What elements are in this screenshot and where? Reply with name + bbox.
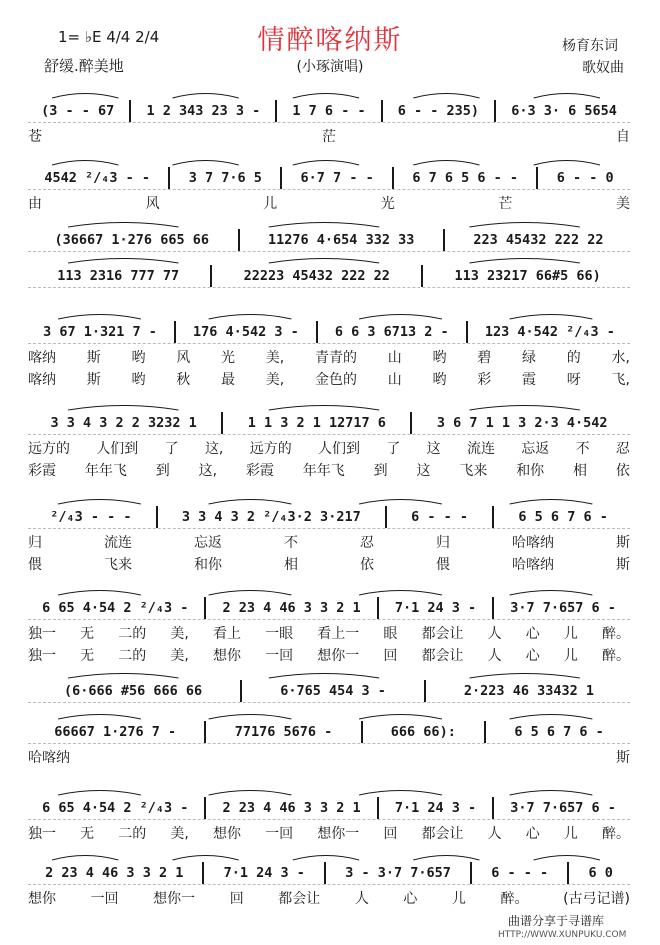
lyric-word: 相 xyxy=(573,463,588,479)
lyric-line xyxy=(28,126,630,144)
lyric-word: 到 xyxy=(155,463,170,479)
lyric-word: 茫 xyxy=(322,129,336,145)
barline xyxy=(361,721,363,743)
measure-notes: 77176 5676 - xyxy=(234,724,333,740)
lyric-word: 年年飞 xyxy=(84,463,127,479)
slur-arc xyxy=(172,856,238,861)
lyric-word: 了 xyxy=(386,441,401,457)
measure-notes: 6 - - 235) xyxy=(397,103,480,119)
measure-notes: 6 65 4·54 2 ²/₄3 - xyxy=(42,800,189,816)
slur-arc xyxy=(413,161,479,166)
measure-notes: 3 67 1·321 7 - xyxy=(43,324,157,340)
lyric-word: 这 xyxy=(426,441,441,457)
slur-arc xyxy=(209,791,292,796)
barline xyxy=(129,100,131,122)
footer-site-text: 曲谱分享于寻谱库 xyxy=(508,914,605,928)
lyric-word: 都会让 xyxy=(421,648,464,664)
lyric-word: 美, xyxy=(265,350,285,366)
slur-arc xyxy=(510,315,593,320)
slur-arc xyxy=(52,161,118,166)
measure-notes: 66667 1·276 7 - xyxy=(54,724,177,740)
lyric-word: 都会让 xyxy=(278,891,321,907)
lyric-word: 独一 xyxy=(28,648,56,664)
slur-arc xyxy=(469,406,579,411)
lyric-word: 哈喀纳 xyxy=(512,557,554,573)
slur-arc xyxy=(510,791,593,796)
slur-arc xyxy=(359,791,442,796)
lyric-word: 哟 xyxy=(432,350,447,366)
barline xyxy=(424,680,426,702)
measure-notes: 6·765 454 3 - xyxy=(280,683,386,699)
slur-arc xyxy=(68,223,178,228)
lyric-word: 人 xyxy=(487,626,502,642)
staff-line xyxy=(28,862,630,885)
lyric-word: 青青的 xyxy=(314,350,357,366)
lyric-word: 喀纳 xyxy=(28,350,56,366)
lyric-word: 归 xyxy=(28,535,42,551)
lyric-word: 回 xyxy=(383,648,398,664)
lyric-word: 金色的 xyxy=(314,372,357,388)
measure-notes: 6 - - - xyxy=(411,509,469,525)
measure-notes: 666 66): xyxy=(390,724,456,740)
key-signature: 1= ♭E 4/4 2/4 xyxy=(58,28,160,46)
slur-arc xyxy=(269,223,379,228)
lyric-word: 想你 xyxy=(28,891,56,907)
slur-arc xyxy=(58,315,141,320)
barline xyxy=(221,412,223,434)
lyric-word: 秋 xyxy=(176,372,191,388)
staff-line xyxy=(28,100,630,123)
lyric-word: 看上 xyxy=(212,626,241,642)
staff-line xyxy=(28,721,630,744)
lyric-word: 自 xyxy=(616,129,630,145)
lyric-word: 到 xyxy=(373,463,388,479)
slur-arc xyxy=(469,223,579,228)
slur-arc xyxy=(534,161,600,166)
lyric-line xyxy=(28,347,630,365)
lyric-word: 霞 xyxy=(521,372,536,388)
lyric-word: 儿 xyxy=(563,648,578,664)
measure-notes: 7·1 24 3 - xyxy=(394,600,477,616)
lyric-word: 美, xyxy=(170,826,189,842)
barline xyxy=(410,412,412,434)
slur-arc xyxy=(534,94,600,99)
lyric-word: 彩霞 xyxy=(245,463,274,479)
measure-notes: 223 45432 222 22 xyxy=(473,232,604,248)
lyric-word: 光 xyxy=(380,196,395,212)
lyric-word: 忍 xyxy=(615,441,630,457)
slur-arc xyxy=(58,500,141,505)
slur-arc xyxy=(68,406,178,411)
lyric-word: 飞来 xyxy=(459,463,488,479)
barline xyxy=(156,506,158,528)
slur-arc xyxy=(359,500,442,505)
lyric-word: 苍 xyxy=(28,129,42,145)
lyric-word: 光 xyxy=(221,350,235,366)
lyric-line xyxy=(28,554,630,572)
measure-notes: 123 4·542 ²/₄3 - xyxy=(484,324,615,340)
barline xyxy=(492,797,494,819)
lyric-word: 哟 xyxy=(131,372,146,388)
measure-notes: 11276 4·654 332 33 xyxy=(268,232,415,248)
barline xyxy=(492,506,494,528)
lyric-word: 绿 xyxy=(521,350,536,366)
lyric-line xyxy=(28,460,630,478)
slur-arc xyxy=(359,315,442,320)
lyric-word: 人们到 xyxy=(318,441,361,457)
measure-notes: 6 65 4·54 2 ²/₄3 - xyxy=(42,600,189,616)
lyric-line xyxy=(28,532,630,550)
lyric-line xyxy=(28,823,630,841)
measure-notes: 113 23217 66#5 66) xyxy=(454,268,601,284)
lyric-word: 斯 xyxy=(616,535,630,551)
lyric-word: 回 xyxy=(383,826,398,842)
measure-notes: 3·7 7·657 6 - xyxy=(510,600,616,616)
barline xyxy=(466,321,468,343)
measure-notes: 2 23 4 46 3 3 2 1 xyxy=(45,865,184,881)
measure-notes: 6 - - 0 xyxy=(556,170,614,186)
lyric-word: 哟 xyxy=(432,372,447,388)
slur-arc xyxy=(58,591,141,596)
slur-arc xyxy=(269,259,379,264)
composer-credit: 歌奴曲 xyxy=(582,60,624,76)
slur-arc xyxy=(293,161,359,166)
footer-url: HTTP://WWW.XUNPUKU.COM xyxy=(498,930,627,940)
slur-arc xyxy=(269,674,379,679)
measure-notes: 3 3 4 3 2 2 3232 1 xyxy=(50,415,197,431)
lyric-word: 呀 xyxy=(566,372,581,388)
lyric-word: 斯 xyxy=(616,557,630,573)
tempo-marking: 舒缓.醉美地 xyxy=(44,57,124,75)
barline xyxy=(240,680,242,702)
measure-notes: 2·223 46 33432 1 xyxy=(463,683,594,699)
lyric-word: 想你一 xyxy=(317,648,360,664)
lyric-word: 这, xyxy=(204,441,224,457)
lyric-word: 流连 xyxy=(104,535,132,551)
slur-arc xyxy=(510,591,593,596)
measure-notes: 6·7 7 - - xyxy=(300,170,374,186)
barline xyxy=(204,597,206,619)
measure-notes: 7·1 24 3 - xyxy=(223,865,305,881)
measure-notes: 6 7 6 5 6 - - xyxy=(412,170,519,186)
barline xyxy=(443,229,445,251)
lyric-word: 相 xyxy=(284,557,298,573)
measure-notes: 1 7 6 - - xyxy=(292,103,366,119)
lyric-word: 风 xyxy=(176,350,191,366)
lyric-word: 独一 xyxy=(28,826,56,842)
staff-line xyxy=(28,167,630,190)
barline xyxy=(324,862,326,884)
lyric-word: 人 xyxy=(487,648,502,664)
lyric-word: 飞来 xyxy=(104,557,132,573)
measure-notes: 22223 45432 222 22 xyxy=(243,268,390,284)
barline xyxy=(536,167,538,189)
lyric-word: 醉。 xyxy=(500,891,529,907)
staff-line xyxy=(28,597,630,620)
measure-notes: 6 - - - xyxy=(491,865,549,881)
lyric-word: 斯 xyxy=(86,372,101,388)
lyric-word: 这 xyxy=(416,463,431,479)
lyric-word: 想你一 xyxy=(153,891,196,907)
slur-arc xyxy=(209,715,292,720)
slur-arc xyxy=(68,259,178,264)
lyric-word: 醉。 xyxy=(601,648,630,664)
barline xyxy=(381,100,383,122)
barline xyxy=(494,100,496,122)
barline xyxy=(204,721,206,743)
lyric-line xyxy=(28,623,630,641)
staff-line xyxy=(28,506,630,529)
lyric-word: 美 xyxy=(615,196,630,212)
slur-arc xyxy=(172,94,238,99)
lyric-word: 哈喀纳 xyxy=(28,750,70,766)
lyric-word: 斯 xyxy=(616,750,630,766)
lyric-word: 偎 xyxy=(436,557,450,573)
slur-arc xyxy=(293,856,359,861)
lyric-word: 人 xyxy=(354,891,369,907)
measure-notes: (3 - - 67 xyxy=(41,103,115,119)
barline xyxy=(492,597,494,619)
lyric-word: 美, xyxy=(170,626,189,642)
slur-arc xyxy=(413,856,479,861)
lyric-word: 一回 xyxy=(265,648,294,664)
lyric-word: 归 xyxy=(436,535,450,551)
measure-notes: 2 23 4 46 3 3 2 1 xyxy=(222,600,361,616)
staff-line xyxy=(28,412,630,435)
measure-notes: 6·3 3· 6 5654 xyxy=(511,103,617,119)
slur-arc xyxy=(209,591,292,596)
lyric-word: 的 xyxy=(566,350,581,366)
barline xyxy=(202,862,204,884)
measure-notes: 3 6 7 1 1 3 2·3 4·542 xyxy=(436,415,608,431)
lyric-word: 一眼 xyxy=(265,626,294,642)
lyric-word: 美, xyxy=(265,372,285,388)
lyric-word: 偎 xyxy=(28,557,42,573)
lyric-word: 独一 xyxy=(28,626,56,642)
lyric-word: 流连 xyxy=(466,441,495,457)
lyricist-credit: 杨育东词 xyxy=(562,38,618,54)
lyric-word: 回 xyxy=(229,891,244,907)
lyric-word: (古弓记谱) xyxy=(563,891,630,907)
measure-notes: 7·1 24 3 - xyxy=(394,800,477,816)
lyric-word: 都会让 xyxy=(421,826,464,842)
lyric-word: 山 xyxy=(387,372,402,388)
lyric-line xyxy=(28,438,630,456)
slur-arc xyxy=(534,856,600,861)
lyric-word: 无 xyxy=(80,648,95,664)
lyric-word: 儿 xyxy=(451,891,466,907)
lyric-word: 儿 xyxy=(263,196,278,212)
slur-arc xyxy=(293,94,359,99)
barline xyxy=(377,797,379,819)
lyric-word: 依 xyxy=(360,557,374,573)
slur-arc xyxy=(68,674,178,679)
lyric-word: 醉。 xyxy=(601,626,630,642)
lyric-word: 人们到 xyxy=(96,441,139,457)
lyric-word: 彩 xyxy=(477,372,492,388)
lyric-word: 碧 xyxy=(477,350,492,366)
barline xyxy=(421,265,423,287)
slur-arc xyxy=(510,715,593,720)
lyric-line xyxy=(28,645,630,663)
slur-arc xyxy=(359,591,442,596)
lyric-word: 水, xyxy=(611,350,630,366)
staff-line xyxy=(28,265,630,288)
lyric-word: 儿 xyxy=(563,826,578,842)
lyric-line xyxy=(28,888,630,906)
measure-notes: (6·666 #56 666 66 xyxy=(64,683,203,699)
lyric-word: 这, xyxy=(198,463,218,479)
slur-arc xyxy=(52,856,118,861)
measure-notes: 6 5 6 7 6 - xyxy=(514,724,604,740)
lyric-word: 无 xyxy=(80,626,95,642)
barline xyxy=(392,167,394,189)
lyric-word: 不 xyxy=(575,441,590,457)
lyric-word: 心 xyxy=(525,826,540,842)
lyric-word: 眼 xyxy=(383,626,398,642)
slur-arc xyxy=(52,94,118,99)
lyric-word: 看上一 xyxy=(317,626,360,642)
measure-notes: 3 3 4 3 2 ²/₄3·2 3·217 xyxy=(181,509,361,525)
staff-line xyxy=(28,797,630,820)
slur-arc xyxy=(413,94,479,99)
barline xyxy=(275,100,277,122)
barline xyxy=(210,265,212,287)
lyric-word: 依 xyxy=(615,463,630,479)
measure-notes: ²/₄3 - - - xyxy=(50,509,132,525)
measure-notes: 6 0 xyxy=(588,865,613,881)
barline xyxy=(567,862,569,884)
lyric-word: 都会让 xyxy=(421,626,464,642)
lyric-word: 一回 xyxy=(265,826,294,842)
lyric-word: 心 xyxy=(525,626,540,642)
barline xyxy=(238,229,240,251)
barline xyxy=(204,797,206,819)
measure-notes: 2 23 4 46 3 3 2 1 xyxy=(222,800,361,816)
slur-arc xyxy=(209,500,292,505)
slur-arc xyxy=(58,715,141,720)
barline xyxy=(484,721,486,743)
slur-arc xyxy=(58,791,141,796)
measure-notes: 3 - 3·7 7·657 xyxy=(345,865,451,881)
staff-line xyxy=(28,229,630,252)
barline xyxy=(316,321,318,343)
lyric-word: 山 xyxy=(387,350,402,366)
lyric-word: 喀纳 xyxy=(28,372,56,388)
lyric-word: 儿 xyxy=(563,626,578,642)
lyric-word: 哈喀纳 xyxy=(512,535,554,551)
measure-notes: 1 1 3 2 1 12717 6 xyxy=(247,415,386,431)
measure-notes: 4542 ²/₄3 - - xyxy=(44,170,151,186)
lyric-word: 风 xyxy=(145,196,160,212)
measure-notes: 6 6 3 6713 2 - xyxy=(334,324,449,340)
lyric-word: 最 xyxy=(221,372,235,388)
lyric-line xyxy=(28,747,630,765)
lyric-word: 人 xyxy=(487,826,502,842)
lyric-word: 想你一 xyxy=(317,826,360,842)
page-title: 情醉喀纳斯 xyxy=(257,25,403,56)
slur-arc xyxy=(510,500,593,505)
lyric-word: 和你 xyxy=(516,463,545,479)
barline xyxy=(377,597,379,619)
measure-notes: 6 5 6 7 6 - xyxy=(518,509,608,525)
barline xyxy=(174,321,176,343)
staff-line xyxy=(28,680,630,703)
slur-arc xyxy=(469,259,579,264)
measure-notes: 176 4·542 3 - xyxy=(193,324,299,340)
lyric-word: 美, xyxy=(170,648,189,664)
lyric-word: 由 xyxy=(28,196,42,212)
staff-line xyxy=(28,321,630,344)
lyric-word: 飞, xyxy=(611,372,630,388)
lyric-word: 年年飞 xyxy=(302,463,345,479)
lyric-word: 一回 xyxy=(90,891,119,907)
lyric-line xyxy=(28,193,630,211)
barline xyxy=(385,506,387,528)
slur-arc xyxy=(172,161,238,166)
lyric-word: 了 xyxy=(164,441,179,457)
lyric-word: 想你 xyxy=(212,826,241,842)
slur-arc xyxy=(209,315,292,320)
lyric-word: 二的 xyxy=(118,648,147,664)
lyric-word: 和你 xyxy=(194,557,222,573)
measure-notes: 113 2316 777 77 xyxy=(57,268,180,284)
measure-notes: 1 2 343 23 3 - xyxy=(146,103,261,119)
barline xyxy=(280,167,282,189)
lyric-word: 远方的 xyxy=(249,441,292,457)
barline xyxy=(168,167,170,189)
lyric-word: 不 xyxy=(284,535,298,551)
lyric-word: 忘返 xyxy=(521,441,550,457)
lyric-word: 无 xyxy=(80,826,95,842)
lyric-word: 忍 xyxy=(360,535,374,551)
lyric-word: 心 xyxy=(403,891,418,907)
barline xyxy=(470,862,472,884)
lyric-word: 彩霞 xyxy=(28,463,56,479)
lyric-word: 二的 xyxy=(118,826,147,842)
measure-notes: 3 7 7·6 5 xyxy=(188,170,262,186)
lyric-word: 二的 xyxy=(118,626,147,642)
lyric-word: 醉。 xyxy=(601,826,630,842)
lyric-word: 芒 xyxy=(498,196,513,212)
measure-notes: (36667 1·276 665 66 xyxy=(54,232,209,248)
slur-arc xyxy=(469,674,579,679)
lyric-word: 心 xyxy=(525,648,540,664)
slur-arc xyxy=(269,406,379,411)
lyric-word: 斯 xyxy=(86,350,101,366)
slur-arc xyxy=(359,715,442,720)
lyric-word: 远方的 xyxy=(28,441,70,457)
lyric-word: 忘返 xyxy=(194,535,222,551)
lyric-word: 哟 xyxy=(131,350,146,366)
measure-notes: 3·7 7·657 6 - xyxy=(510,800,616,816)
singer-credit: (小琢演唱) xyxy=(296,59,364,75)
lyric-line xyxy=(28,369,630,387)
lyric-word: 想你 xyxy=(212,648,241,664)
